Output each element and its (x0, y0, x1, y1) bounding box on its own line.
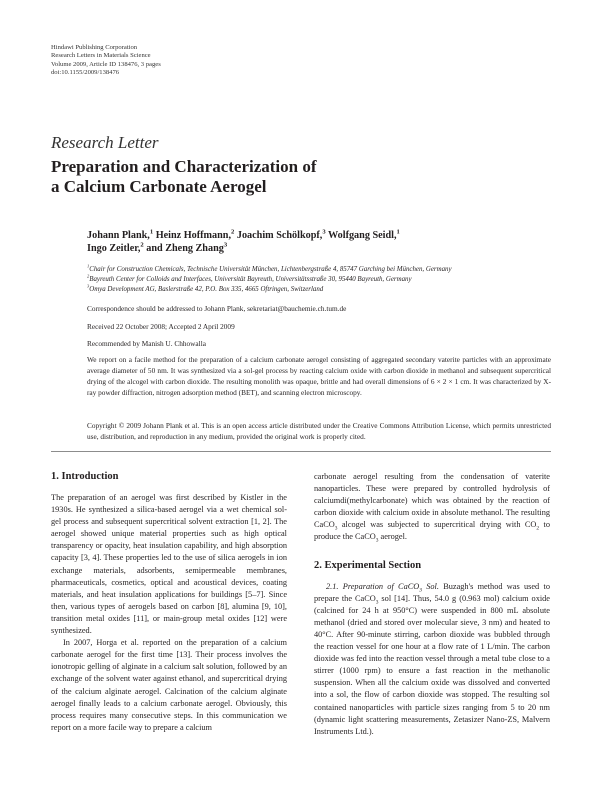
author-affil-mark: 2 (140, 241, 144, 249)
author: and Zheng Zhang (143, 243, 224, 254)
author: Heinz Hoffmann, (153, 230, 231, 241)
journal-header (51, 44, 161, 78)
doi: doi:10.1155/2009/138476 (51, 69, 120, 77)
affiliation-text: Bayreuth Center for Colloids and Interfaces, Universität Bayreuth, Universitätsstraße 30, 95440 Bayreuth, Germany (89, 276, 412, 283)
correspondence: Correspondence should be addressed to Johann Plank, sekretariat@bauchemie.ch.tum.de (87, 304, 347, 313)
experimental-heading: 2. Experimental Section (314, 559, 422, 571)
subscript: 3 (419, 587, 422, 594)
subsection-heading (326, 581, 439, 594)
author-affil-mark: 1 (396, 228, 400, 236)
introduction-heading: 1. Introduction (51, 471, 119, 482)
intro-paragraph-continued (314, 471, 550, 544)
author: Joachim Schölkopf, (234, 230, 323, 241)
author-affil-mark: 3 (223, 241, 228, 249)
author: Wolfgang Seidl, (325, 230, 397, 241)
affiliation-mark: 3 (87, 283, 90, 289)
subscript: 3 (334, 526, 338, 533)
author-affil-mark: 2 (231, 228, 235, 236)
volume-info: Volume 2009, Article ID 138476, 3 pages (51, 60, 161, 68)
subsection-heading-text: Sol. (421, 581, 439, 591)
intro-paragraph-2: In 2007, Horga et al. reported on the preparation of a calcium carbonate aerogel for the first time [13]. Their process involves the ionotropic gelling of alginate in a calcium salt solution, followed by an exchange of the solvent water against ethanol, and supercritical drying of the calcium alginate aerogel. Calcination of the calcium alginate aerogel finally leads to a calcium carbonate aerogel. Obviously, this process requires many consecutive steps. In this communication we report on a more facile way to prepare a calcium (51, 638, 287, 732)
affiliation-mark: 2 (87, 273, 90, 279)
section-type: Research Letter (51, 133, 159, 152)
right-column (314, 471, 550, 738)
subscript: 3 (375, 538, 379, 545)
title-line-2: a Calcium Carbonate Aerogel (51, 177, 267, 196)
author: Ingo Zeitler, (87, 243, 141, 254)
author-list (87, 229, 557, 255)
author: Johann Plank, (87, 230, 150, 241)
author-affil-mark: 3 (322, 228, 326, 236)
affiliation (87, 265, 557, 275)
intro-text: alcogel was subjected to supercritical drying with CO (337, 520, 537, 530)
affiliation-text: Chair for Construction Chemicals, Technische Universität München, Lichtenbergstraße 4, 85747 Garching bei München, Germany (89, 266, 452, 273)
affiliations (87, 265, 557, 295)
author-affil-mark: 1 (149, 228, 154, 236)
experimental-paragraph (314, 581, 550, 738)
journal-name: Research Letters in Materials Science (51, 52, 151, 60)
intro-text: carbonate aerogel resulting from the condensation of vaterite nanoparticles. These were prepared by controlled hydrolysis of calciumdi(methylcarbonate) which was obtained by the reaction of carbon dioxide with calcium oxide in absolute methanol. The resulting CaCO (314, 472, 550, 530)
authors-line-1 (87, 229, 557, 242)
intro-text: to produce the CaCO (314, 520, 550, 542)
copyright-notice: Copyright © 2009 Johann Plank et al. This is an open access article distributed under the Creative Commons Attribution License, which permits unrestricted use, distribution, and reproduction in any medium, provided the original work is properly cited. (87, 421, 551, 441)
intro-paragraph-1: The preparation of an aerogel was first described by Kistler in the 1930s. He synthesized a silica-based aerogel via a wet chemical sol-gel process and subsequent supercritical solvent extraction [1, 2]. The aerogel showed unique material properties such as high optical transparency or opacity, heat insulation capability, and high absorption capacity [3, 4]. These properties led to the use of silica aerogels in ion exchange materials, adsorbents, semipermeable membranes, pharmaceuticals, cosmetics, optical and acoustical devices, coating materials, and heat insulation applications for buildings [5–7]. Since then, various types of aerogels based on carbon [8], alumina [9, 10], transition metal oxides [11], or main-group metal oxides [12] were synthesized. (51, 493, 287, 636)
abstract: We report on a facile method for the preparation of a calcium carbonate aerogel consisting of aggregated secondary vaterite particles with an approximate average diameter of 50 nm. It was synthesized via a sol-gel process by reacting calcium oxide with carbon dioxide in methanol and subsequent supercritical drying of the alcogel with carbon dioxide. The resulting monolith was opaque, brittle and had overall dimensions of 6 × 2 × 1 cm. It was characterized by X-ray powder diffraction, nitrogen adsorption method (BET), and scanning electron microscopy. (87, 355, 551, 397)
left-column (51, 471, 287, 734)
title-line-1: Preparation and Characterization of (51, 157, 317, 176)
subsection-heading-text: 2.1. Preparation of CaCO (326, 581, 420, 591)
affiliation (87, 285, 557, 295)
publisher: Hindawi Publishing Corporation (51, 44, 138, 51)
affiliation (87, 275, 557, 285)
affiliation-mark: 1 (87, 263, 90, 269)
section-divider (51, 451, 551, 452)
recommended-by: Recommended by Manish U. Chhowalla (87, 339, 206, 348)
article-title (51, 157, 471, 197)
intro-text: aerogel. (378, 532, 407, 542)
subscript: 3 (375, 599, 379, 606)
experimental-text: sol [14]. Thus, 54.0 g (0.963 mol) calcium oxide (calcined for 24 h at 950°C) were suspended in 800 mL absolute methanol (dried and stored over molecular sieve, 3 nm) and heated to 40°C. After 90-minute stirring, carbon dioxide was bubbled through the reaction vessel for one hour at a flow rate of 1 L/min. The carbon dioxide was fed into the reaction vessel through a metal tube close to a stirrer (1000 rpm) to ensure a fast reaction in the methanolic suspension. When all the calcium oxide was dissolved and converted into a sol, the flow of carbon dioxide was stopped. The resulting sol contained nanoparticles with particle sizes ranging from 5 to 20 nm (dynamic light scattering measurements, Zetasizer Nano-ZS, Malvern Instruments Ltd.). (314, 593, 550, 736)
experimental-text: Buzagh's method was used to prepare the CaCO (314, 581, 550, 603)
subscript: 2 (536, 526, 540, 533)
received-date: Received 22 October 2008; Accepted 2 April 2009 (87, 322, 235, 331)
authors-line-2 (87, 242, 557, 255)
affiliation-text: Omya Development AG, Baslerstraße 42, P.O. Box 335, 4665 Oftringen, Switzerland (89, 286, 324, 293)
